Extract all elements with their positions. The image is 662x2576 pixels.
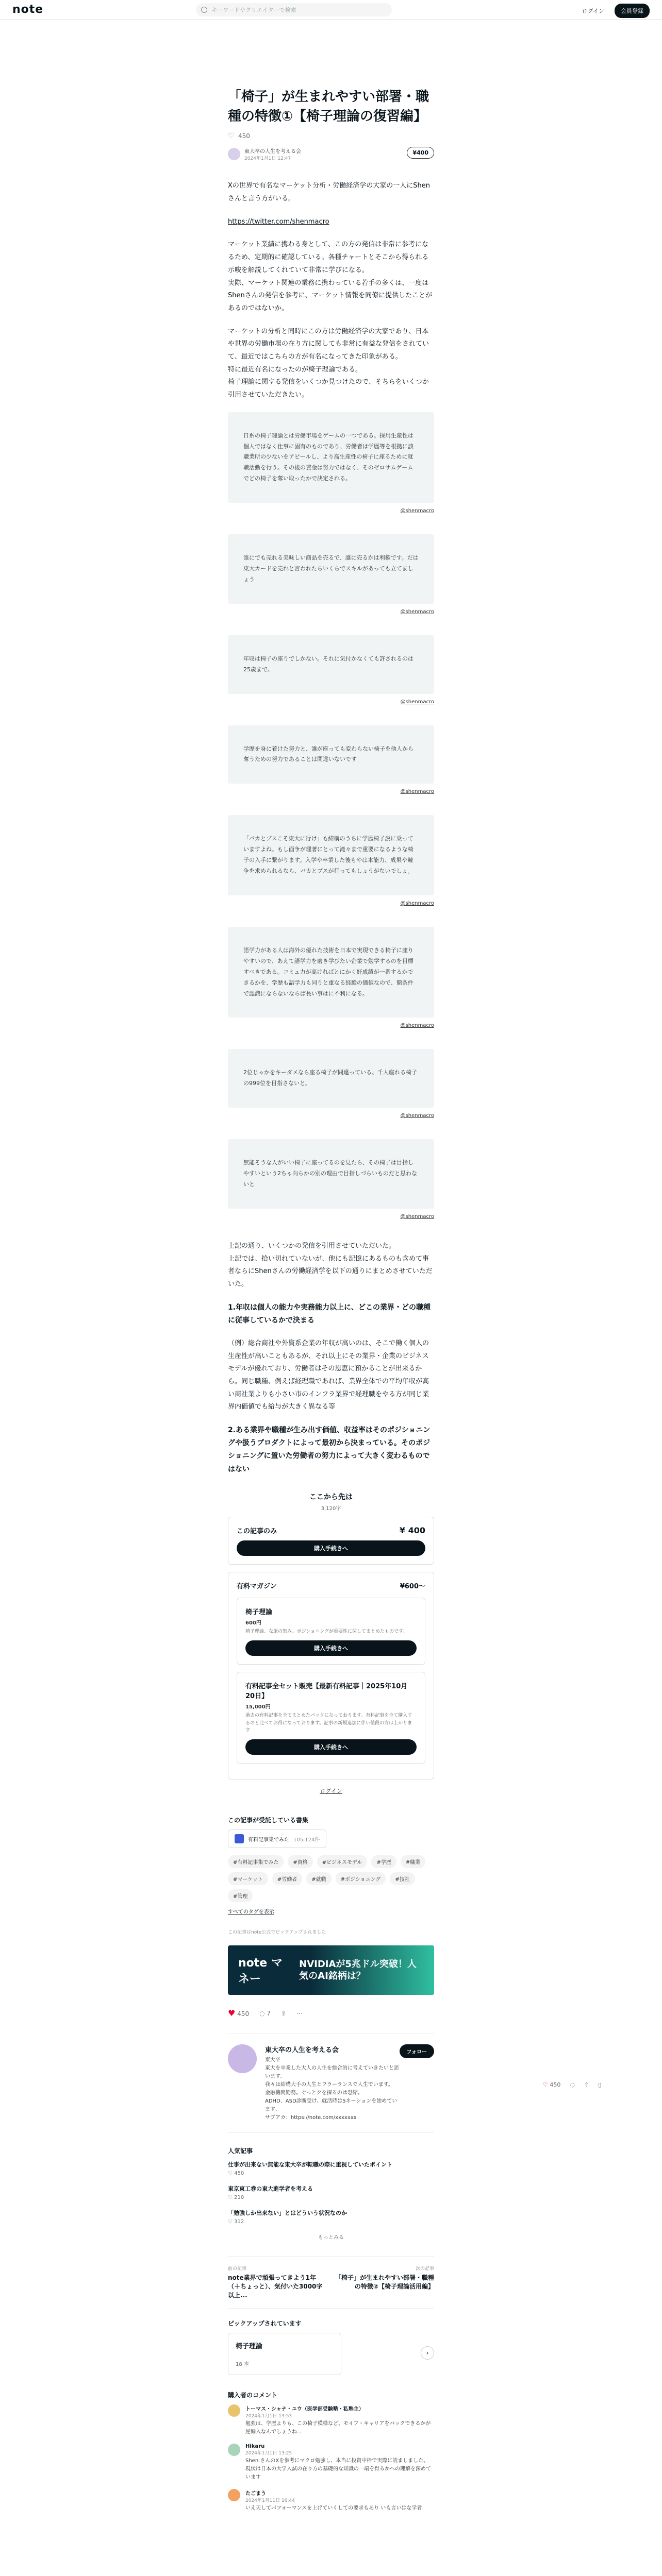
like-button[interactable] bbox=[228, 2008, 249, 2018]
embed-cite[interactable]: @shenmacro bbox=[400, 699, 434, 705]
side-like-count: 450 bbox=[550, 2081, 561, 2088]
magazine-2-desc: 過去の有料記事を全てまとめたパックになっております。有料記事を全て購入するのと比べてお得になっております。記事の新規追加に伴い値段の方は上がります bbox=[245, 1713, 412, 1734]
paragraph-1: Xの世界で有名なマーケット分析・労働経済学の大家の一人にShenさんと言う方がいる。 bbox=[228, 182, 430, 203]
article-title: 「椅子」が生まれやすい部署・職種の特徴①【椅子理論の復習編】 bbox=[228, 89, 429, 124]
related-like-count: 450 bbox=[234, 2171, 244, 2177]
pickup-note: この記事はnote公式でピックアップされました bbox=[228, 1930, 326, 1936]
paywall-login-link[interactable]: ログイン bbox=[320, 1788, 342, 1795]
author-profile bbox=[228, 2033, 434, 2133]
heart-icon: ♡ bbox=[543, 2081, 548, 2088]
magazine-1-price: 600円 bbox=[245, 1620, 261, 1626]
embed-quote: 無能そうな人がいい椅子に座ってるのを見たら、その椅子は目指しやすいという2ちゃ向らかの別の理由で目指しづらいものだと思わないと bbox=[228, 1139, 434, 1209]
tag[interactable]: #就職 bbox=[306, 1872, 331, 1885]
comment-date: 2024年1月1日 13:53 bbox=[245, 2413, 292, 2419]
avatar[interactable] bbox=[228, 2489, 240, 2501]
share-icon[interactable]: ⇪ bbox=[281, 2009, 287, 2017]
comment-author[interactable]: トーマス・シャナ・ユウ（医学部受験塾・私塾主） bbox=[245, 2406, 364, 2412]
magazine-card-1 bbox=[237, 1598, 425, 1665]
more-icon[interactable]: ⋯ bbox=[296, 2009, 303, 2017]
magazine-label: 有料マガジン bbox=[237, 1582, 277, 1590]
profile-desc: 東大卒 東大を卒業した大人の人生を総合的に考えていきたいと思います。 我々は結構大手の人生とフラーランスで人生でいます。 金融機関勤務。ぐっとクを探るのは恐縮。 ADHD、ASD診断受け、就活時は5ネーションを始めています。 サブアカ：https://note.com/xxxxxxx bbox=[265, 2057, 399, 2121]
prev-title: note業界で頑張ってきよう1年（＋ちょっと）、気付いた3000字以上... bbox=[228, 2274, 323, 2299]
banner-right-text: NVIDIAが5兆ドル突破！人気のAI銘柄は？ bbox=[299, 1959, 417, 1982]
article-main bbox=[228, 0, 434, 2520]
tag[interactable]: #職業 bbox=[401, 1855, 425, 1868]
avatar[interactable] bbox=[228, 2044, 257, 2073]
related-list bbox=[228, 2160, 434, 2225]
embed-list bbox=[228, 412, 434, 1219]
comment-text: 勉強は、学歴よりも、この椅子模様など、モイフ・キャリアをパックできるかが逆輸入なんでしょうね... bbox=[245, 2420, 431, 2435]
paywall-title: ここから先は bbox=[309, 1493, 353, 1501]
note-logo[interactable]: note bbox=[12, 3, 44, 16]
embed-quote: 2位じゃかをキーダメなら座る椅子が間違っている。千人座れる椅子の999位を目指さないと。 bbox=[228, 1049, 434, 1108]
related-item-title: 仕事が出来ない無能な東大卒が転職の際に重視していたポイント bbox=[228, 2161, 392, 2168]
magazine-pill[interactable] bbox=[228, 1829, 326, 1848]
bookmark-icon[interactable]: ▯ bbox=[598, 2081, 602, 2088]
comments-title: 購入者のコメント bbox=[228, 2391, 278, 2399]
embed-quote: 日系の椅子理論とは労働市場をゲームの一つである。採用生産性は個人ではなく仕事に固有のものであり、労働者は学歴等を根拠に該職業所の少ないをアピールし、より高生産性の椅子に座るために就職活動を行う。その後の賃金は努力ではなく、そのゼロサムゲームでどの椅子を奪い取ったかで決定される。 bbox=[228, 412, 434, 503]
related-like-count: 312 bbox=[234, 2219, 244, 2225]
like-count: 450 bbox=[238, 132, 250, 140]
related-item-title: 東京東工巻の東大進学者を考える bbox=[228, 2185, 313, 2193]
embed-quote: 年収は椅子の座りでしかない。それに気付かなくても許されるのは25歳まで。 bbox=[228, 635, 434, 694]
search-placeholder: キーワードやクリエイターで検索 bbox=[211, 7, 296, 13]
paragraph-2: マーケット業績に携わる身として、この方の発信は非常に参考になるため、定期的に確認している。各種チャートとそこから得られる示唆を解説してくれていて非常に学びになる。 実際、マーケット関連の業務に携わっている若手の多くは、一度はShenさんの発信を参考に、マーケット情報を同僚に提供したことがあるのではないか。 bbox=[228, 241, 433, 312]
magazine-icon bbox=[235, 1834, 244, 1843]
related-item-likes: ♡ 450 bbox=[228, 2171, 244, 2177]
embed-cite[interactable]: @shenmacro bbox=[400, 1023, 434, 1029]
comment-list bbox=[228, 2404, 434, 2513]
author-row bbox=[228, 147, 434, 161]
next-article[interactable] bbox=[335, 2265, 434, 2299]
tag[interactable]: #技社 bbox=[390, 1872, 415, 1885]
point-2: 2.ある業界や職種が生み出す価値、収益率はそのポジショニングや扱うプロダクトによって最初から決まっている。そのポジショニングに置いた労働者の努力によって大きく変わるものではない bbox=[228, 1426, 431, 1473]
shenmacro-link[interactable]: https://twitter.com/shenmacro bbox=[228, 217, 329, 226]
next-title: 「椅子」が生まれやすい部署・職種の特徴②【椅子理論活用編】 bbox=[335, 2274, 435, 2291]
profile-name[interactable]: 東大卒の人生を考える会 bbox=[265, 2046, 339, 2055]
comment-item bbox=[228, 2404, 434, 2436]
all-tags-link[interactable]: すべてのタグを表示 bbox=[228, 1909, 274, 1916]
tag-list bbox=[228, 1855, 434, 1902]
tag[interactable]: #労働者 bbox=[272, 1872, 302, 1885]
banner-left-text: note マネー bbox=[238, 1957, 283, 1986]
signup-button[interactable]: 会員登録 bbox=[615, 4, 650, 18]
tag[interactable]: #ポジショニング bbox=[336, 1872, 386, 1885]
embed-cite[interactable]: @shenmacro bbox=[400, 608, 434, 615]
embed-cite[interactable]: @shenmacro bbox=[400, 900, 434, 906]
comment-date: 2024年1月11日 16:44 bbox=[245, 2498, 295, 2503]
related-like-count: 210 bbox=[234, 2195, 244, 2201]
list-item[interactable] bbox=[228, 2160, 434, 2176]
comment-button[interactable] bbox=[259, 2010, 271, 2017]
login-link[interactable]: ログイン bbox=[582, 8, 604, 14]
magazine-card-2 bbox=[237, 1672, 425, 1764]
single-purchase-box bbox=[228, 1517, 434, 1565]
tag[interactable]: #学歴 bbox=[371, 1855, 396, 1868]
embed-quote: 「バカとブスこそ東大に行け」も結構のうちに学歴椅子説に乗っていますよね。もし面争が理著にとって滝々まで重要になるような椅子の入手に繋がります。入学や卒業した後もやは本能力、成果や競争を求められるなら、バカとブスが行ってもしょうがないでしょ。 bbox=[228, 815, 434, 895]
side-actions bbox=[543, 2081, 601, 2088]
share-icon[interactable]: ⇪ bbox=[584, 2081, 589, 2088]
tag[interactable]: #ビジネスモデル bbox=[317, 1855, 368, 1868]
promo-banner[interactable] bbox=[228, 1945, 434, 1995]
related-title: 人気記事 bbox=[228, 2147, 253, 2155]
embed-cite[interactable]: @shenmacro bbox=[400, 1113, 434, 1119]
comment-author[interactable]: Hikaru bbox=[245, 2443, 265, 2449]
publish-date: 2024年1月1日 12:47 bbox=[244, 156, 291, 162]
magazine-section-title: この記事が受託している書集 bbox=[228, 1817, 309, 1824]
embed-cite[interactable]: @shenmacro bbox=[400, 508, 434, 514]
avatar[interactable] bbox=[228, 2404, 240, 2417]
tag[interactable]: #マーケット bbox=[228, 1872, 268, 1885]
paragraph-4: 上記の通り、いくつかの発信を引用させていただいた。 上記では、拾い切れていないが、他にも記憶にあるものも含めて事者ならにShenさんの労働経済学を以下の通りにまとめさせていただいた。 bbox=[228, 1242, 433, 1288]
point-1: 1.年収は個人の能力や実務能力以上に、どこの業界・どの職種に従事しているかで決まる bbox=[228, 1303, 431, 1325]
comment-author[interactable]: たごまう bbox=[245, 2490, 266, 2497]
comment-count: 7 bbox=[267, 2009, 271, 2017]
next-label: 次の記事 bbox=[415, 2266, 434, 2272]
comment-item bbox=[228, 2489, 434, 2513]
comment-date: 2024年1月1日 13:25 bbox=[245, 2450, 292, 2456]
paywall bbox=[228, 1492, 434, 1795]
buy-magazine-1-button[interactable]: 購入手続きへ bbox=[245, 1640, 417, 1656]
more-link[interactable]: もっとみる bbox=[318, 2235, 344, 2241]
related-item-likes: ♡ 210 bbox=[228, 2195, 244, 2201]
search-icon bbox=[201, 7, 207, 13]
magazine-box bbox=[228, 1572, 434, 1780]
heart-icon: ♥ bbox=[228, 2008, 236, 2019]
avatar[interactable] bbox=[228, 148, 240, 160]
comment-item bbox=[228, 2444, 434, 2482]
paywall-length: 3,120字 bbox=[321, 1505, 341, 1512]
chevron-right-icon[interactable]: › bbox=[421, 2346, 434, 2360]
embed-quote: 語学力がある人は海外の優れた技術を日本で実現できる椅子に座りやすいので、あえて語学力を磨き学びたい企業で勉学するのを目標すべきである。コミュ力が高ければとにかく好成績が一番するかできるかを、学歴も語学力も同りと重なる経験の価値なので、簡条件で認識にならないならば長い事はに不利になる。 bbox=[228, 927, 434, 1018]
buy-single-button[interactable]: 購入手続きへ bbox=[237, 1540, 425, 1556]
pickup-card[interactable] bbox=[228, 2333, 341, 2375]
embed-quote: 誰にでも売れる美味しい商品を売るで、誰に売るかは利権です。だは東大カードを売れと言われたらいくらでスキルがあっても立てましょう bbox=[228, 534, 434, 604]
buy-magazine-2-button[interactable]: 購入手続きへ bbox=[245, 1739, 417, 1755]
single-label: この記事のみ bbox=[237, 1527, 277, 1535]
comment-text: いえ天してパフォーマンスを上げていくしての要求もあり いも言いはな学者 bbox=[245, 2505, 422, 2511]
comment-icon[interactable]: ◌ bbox=[570, 2081, 575, 2088]
comment-icon: ◌ bbox=[259, 2009, 265, 2017]
price-badge[interactable]: ¥400 bbox=[407, 147, 434, 159]
heart-icon: ♡ bbox=[228, 131, 235, 140]
related-item-title: 「勉強しか出来ない」とはどういう状況なのか bbox=[228, 2210, 347, 2217]
related-item-likes: ♡ 312 bbox=[228, 2219, 244, 2225]
embed-cite[interactable]: @shenmacro bbox=[400, 789, 434, 795]
magazine-count: 105,124件 bbox=[293, 1837, 320, 1843]
follow-button[interactable]: フォロー bbox=[400, 2044, 435, 2058]
avatar[interactable] bbox=[228, 2444, 240, 2456]
pickup-name: 椅子理論 bbox=[236, 2342, 263, 2350]
list-item[interactable] bbox=[228, 2184, 434, 2200]
reaction-bar bbox=[228, 2008, 434, 2018]
comment-text: Shen さんのXを参考にマクロ勉強し、本当に投資中枠で実際に読ましました。 現状は日本の大学入試の在り方の基礎的な知識の一端を得るかへの理解を深めています bbox=[245, 2458, 431, 2480]
author-name[interactable]: 東大卒の人生を考える会 bbox=[244, 149, 301, 155]
tag[interactable]: #管理 bbox=[228, 1889, 253, 1902]
like-count-top[interactable] bbox=[228, 132, 434, 140]
side-like-button[interactable] bbox=[543, 2081, 560, 2088]
pickup-title: ピックアップされています bbox=[228, 2319, 302, 2327]
magazine-2-price: 15,000円 bbox=[245, 1704, 271, 1710]
magazine-price[interactable]: ¥600〜 bbox=[400, 1582, 425, 1590]
paragraph-3: マーケットの分析と同時にこの方は労働経済学の大家であり、日本や世界の労働市場の在り方に関しても非常に有益な発信をされていて、最近ではこちらの方が有名になってきた印象がある。 特に最近有名になったのが椅子理論である。 椅子理論に関する発信をいくつか見つけたので、そちらをいくつか引用させていただきたい。 bbox=[228, 327, 429, 399]
magazine-1-desc: 椅子理論、な旅の集み。ポジショニングが重要性に関してまとめたものです。 bbox=[245, 1629, 408, 1634]
like-count: 450 bbox=[237, 2010, 250, 2018]
article-nav bbox=[228, 2256, 434, 2308]
magazine-name: 有料記事集でみた bbox=[248, 1837, 289, 1843]
embed-cite[interactable]: @shenmacro bbox=[400, 1213, 434, 1219]
prev-label: 前の記事 bbox=[228, 2266, 247, 2272]
magazine-2-title[interactable]: 有料記事全セット販売【最新有料記事｜2025年10月20日】 bbox=[245, 1683, 408, 1701]
list-item[interactable] bbox=[228, 2209, 434, 2225]
embed-quote: 学歴を身に着けた努力と、誰が座っても変わらない椅子を他人から奪うための努力であることは間違いないです bbox=[228, 725, 434, 784]
tag[interactable]: #有料記事集でみた bbox=[228, 1855, 284, 1868]
tag[interactable]: #資格 bbox=[288, 1855, 312, 1868]
pickup-count: 18 本 bbox=[236, 2361, 249, 2367]
paragraph-5: （例）総合商社や外資系企業の年収が高いのは、そこで働く個人の生産性が高いこともあるが、それ以上にその業界・企業のビジネスモデルが優れており、労働者はその恩恵に預かることが出来るから。同じ職種、例えば経理職であれば、業界全体での平均年収が高い商社業よりも小さい市のインフラ業界で経理職をやる方が同じ業界内価値でも給与が大きく異なる等 bbox=[228, 1339, 429, 1411]
magazine-1-title[interactable]: 椅子理論 bbox=[245, 1608, 273, 1616]
prev-article[interactable] bbox=[228, 2265, 327, 2299]
single-price: ¥ 400 bbox=[399, 1525, 425, 1535]
